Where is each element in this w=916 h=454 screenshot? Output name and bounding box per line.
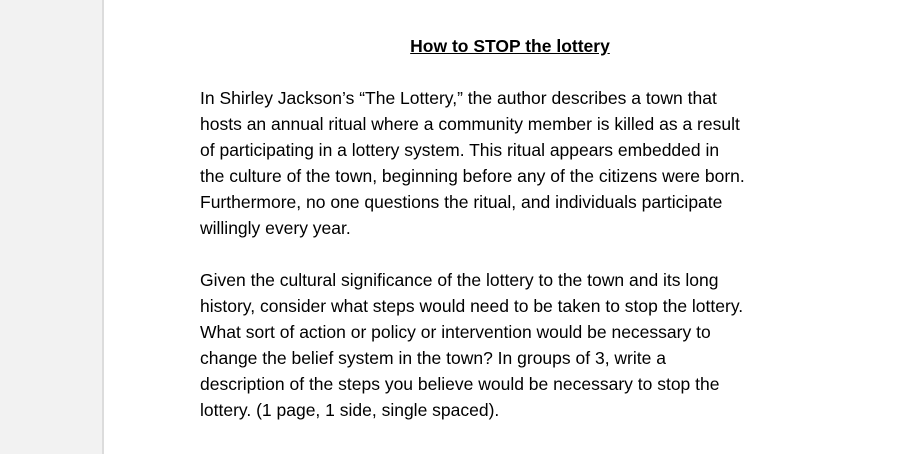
left-margin-gutter [0, 0, 102, 454]
paragraph-line: lottery. (1 page, 1 side, single spaced). [200, 400, 500, 420]
document-page[interactable] [104, 0, 916, 454]
paragraph-line: hosts an annual ritual where a community member is killed as a result [200, 114, 740, 134]
paragraph-line: the culture of the town, beginning before any of the citizens were born. [200, 166, 745, 186]
paragraph-assignment[interactable] [200, 267, 743, 423]
paragraph-line: description of the steps you believe would be necessary to stop the [200, 374, 720, 394]
document-title: How to STOP the lottery [410, 36, 610, 56]
paragraph-line: Given the cultural significance of the lottery to the town and its long [200, 270, 719, 290]
paragraph-line: Furthermore, no one questions the ritual, and individuals participate [200, 192, 723, 212]
paragraph-line: What sort of action or policy or intervention would be necessary to [200, 322, 711, 342]
paragraph-intro[interactable] [200, 85, 745, 241]
paragraph-line: In Shirley Jackson’s “The Lottery,” the author describes a town that [200, 88, 717, 108]
paragraph-line: change the belief system in the town? In groups of 3, write a [200, 348, 666, 368]
paragraph-line: of participating in a lottery system. This ritual appears embedded in [200, 140, 720, 160]
paragraph-line: willingly every year. [200, 218, 351, 238]
paragraph-line: history, consider what steps would need to be taken to stop the lottery. [200, 296, 744, 316]
